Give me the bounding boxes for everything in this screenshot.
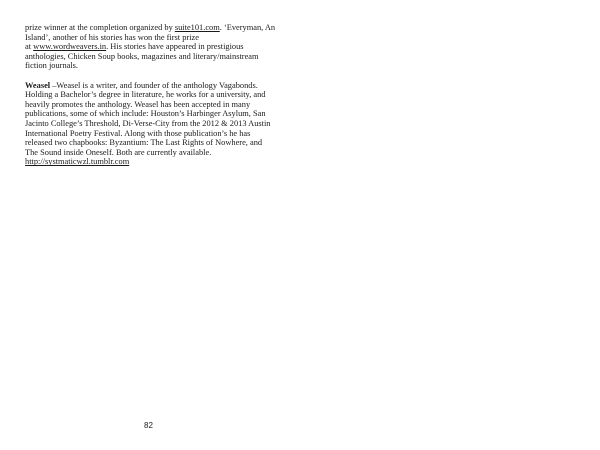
text-line [25, 42, 290, 52]
suite101-link[interactable]: suite101.com [174, 23, 220, 32]
text-line: released two chapbooks: Byzantium: The Last Rights of Nowhere, and [25, 138, 263, 148]
bio-paragraph-2 [25, 81, 290, 167]
tumblr-link[interactable]: http://systmaticwzl.tumblr.com [25, 157, 130, 167]
text-line: fiction journals. [25, 61, 79, 71]
text-line: Holding a Bachelor’s degree in literature, he works for a university, and [25, 90, 266, 100]
author-name: Weasel [25, 80, 51, 90]
text-segment: at [25, 42, 34, 52]
wordweavers-link[interactable]: www.wordweavers.in [33, 42, 107, 52]
text-line: Island’, another of his stories has won the first prize [25, 32, 199, 42]
text-line [25, 23, 290, 33]
text-segment: prize winner at the completion organized by [25, 23, 175, 32]
text-line: The Sound inside Oneself. Both are currently available. [25, 147, 212, 157]
text-line: publications, some of which include: Houston’s Harbinger Asylum, San [25, 109, 266, 119]
text-line: anthologies, Chicken Soup books, magazines and literary/mainstream [25, 51, 259, 61]
text-segment: –Weasel is a writer, and founder of the anthology Vagabonds. [50, 80, 258, 90]
text-segment: . His stories have appeared in prestigious [106, 42, 244, 52]
page-number: 82 [144, 421, 153, 430]
text-line [25, 81, 290, 91]
text-line: Jacinto College’s Threshold, Di-Verse-City from the 2012 & 2013 Austin [25, 118, 271, 128]
text-segment: . ‘Everyman, An [219, 23, 276, 32]
text-line: International Poetry Festival. Along with those publication’s he has [25, 128, 251, 138]
bio-paragraph-1 [25, 23, 290, 71]
bio-text-block [25, 23, 290, 167]
paragraph-spacer [25, 71, 290, 81]
text-line: heavily promotes the anthology. Weasel has been accepted in many [25, 99, 251, 109]
